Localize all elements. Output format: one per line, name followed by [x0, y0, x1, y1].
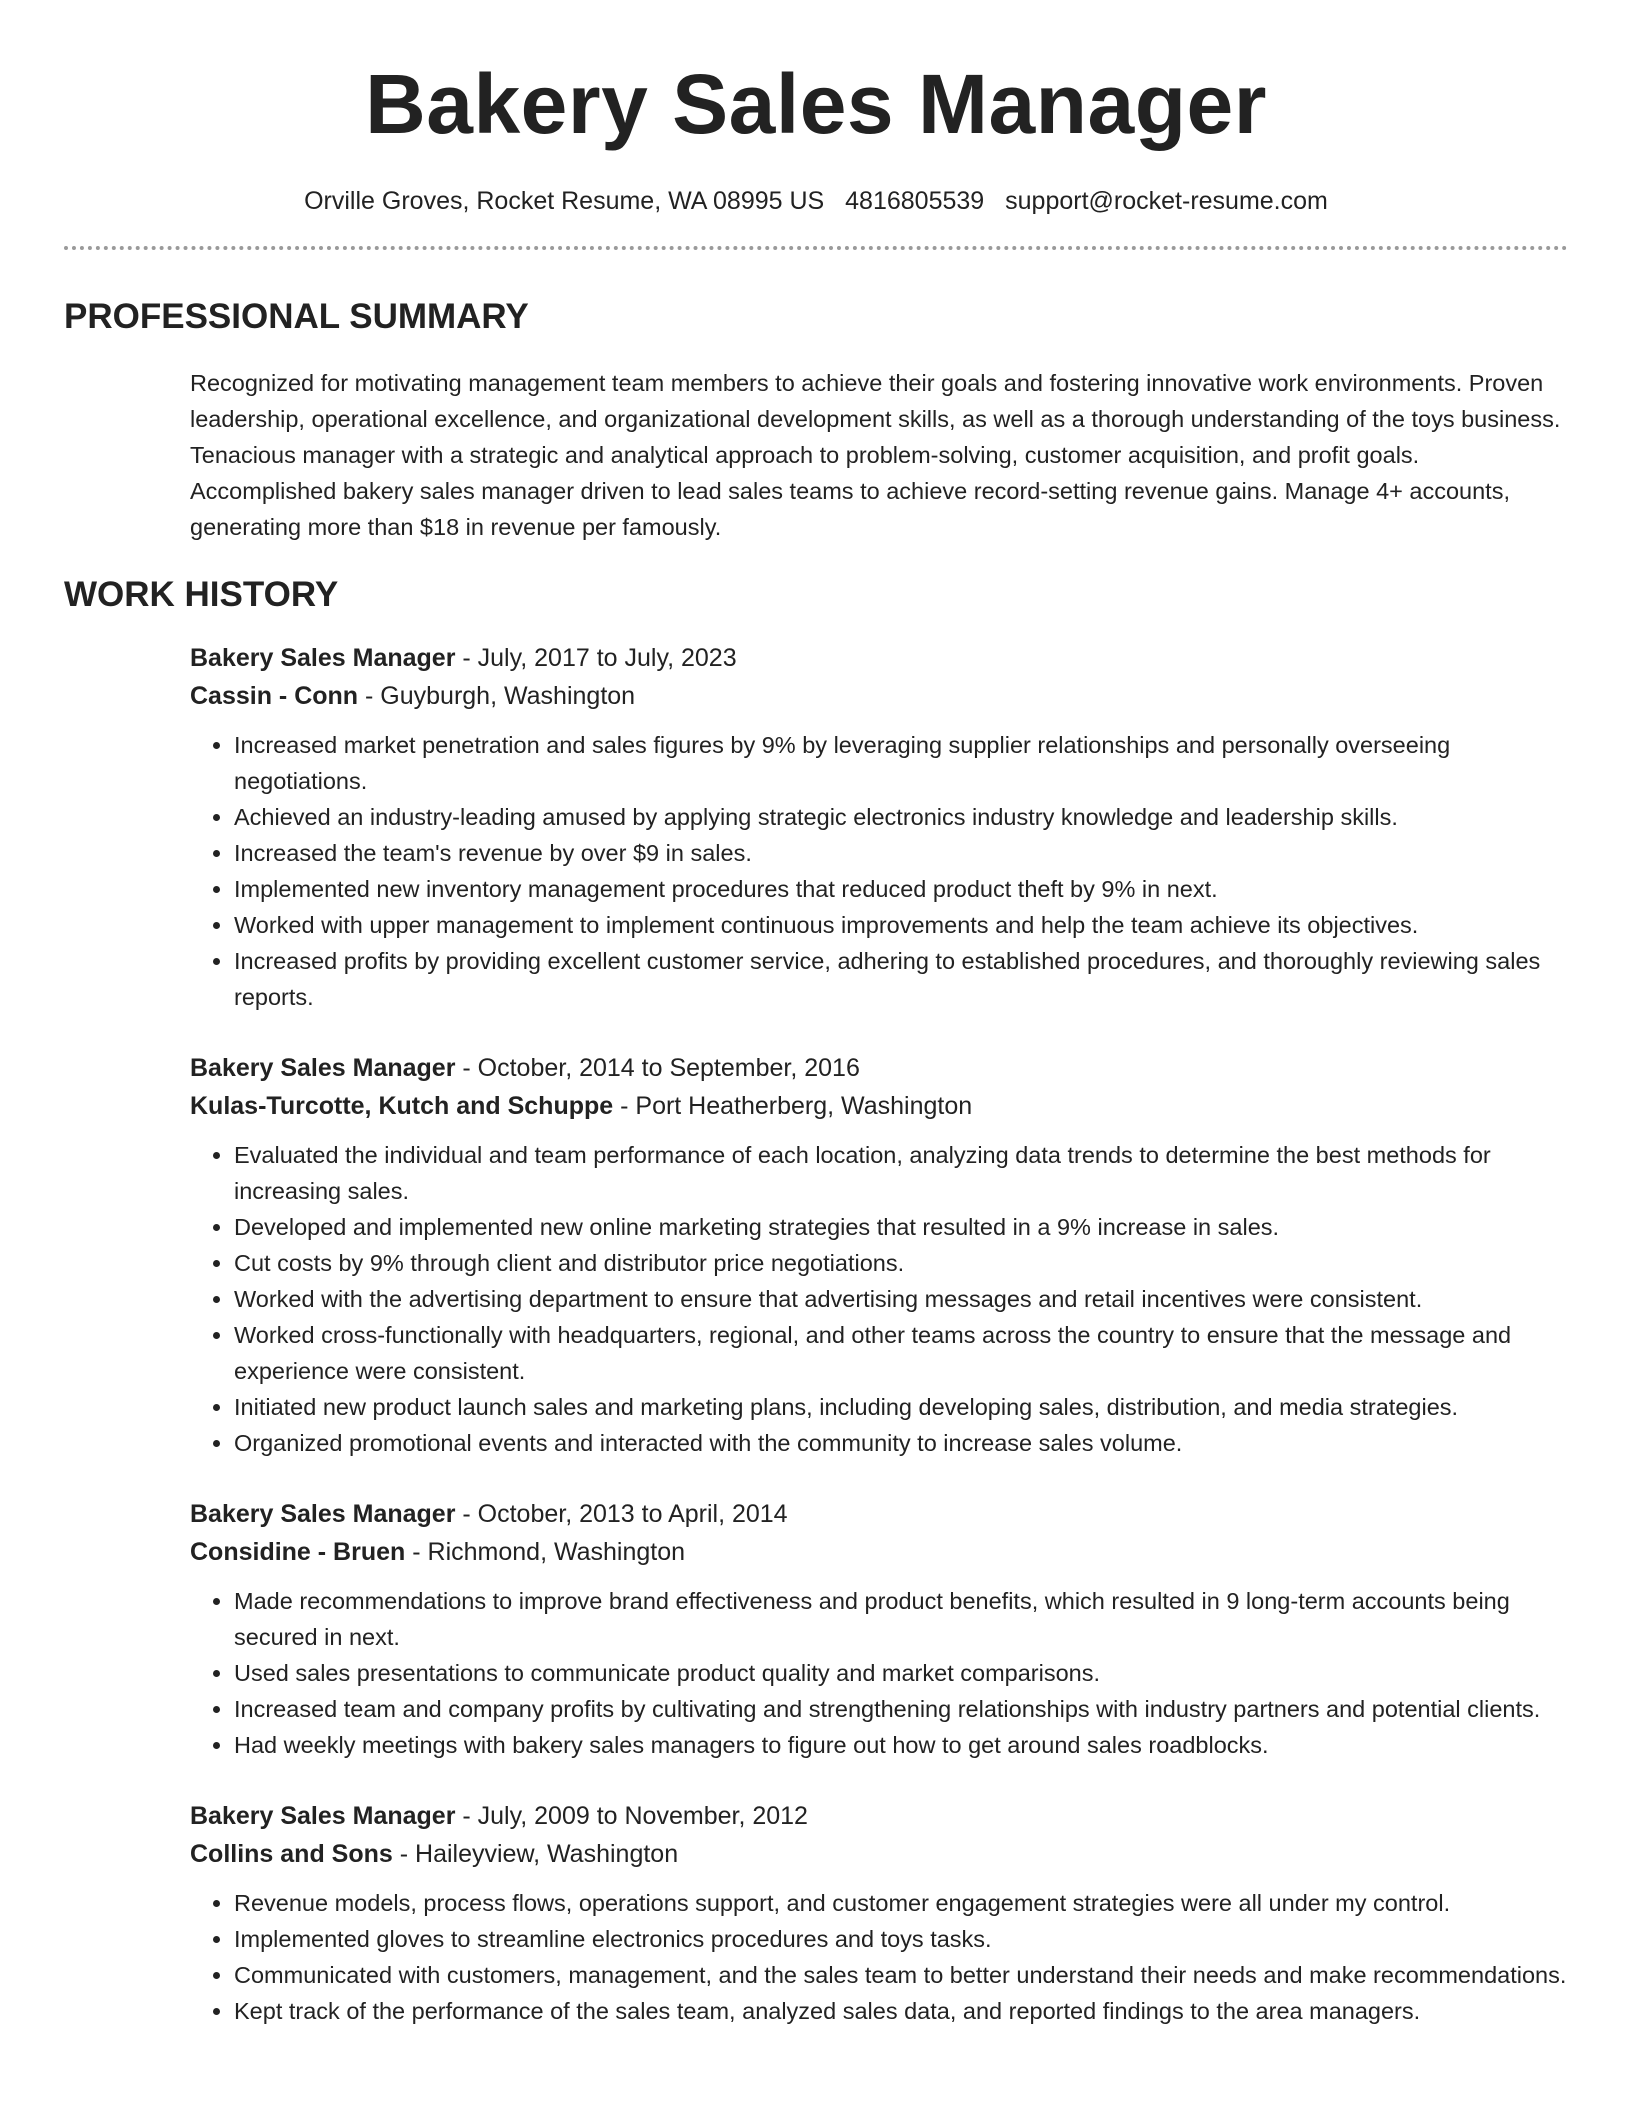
resume-title: Bakery Sales Manager	[365, 57, 1267, 151]
job-bullet: • Increased market penetration and sales figures by 9% by leveraging supplier relationships and personally overseeing negotiations.	[234, 727, 1568, 799]
job-title-line	[190, 1797, 1568, 1835]
job-bullet: • Implemented gloves to streamline electronics procedures and toys tasks.	[234, 1921, 1568, 1957]
job-dates: - July, 2009 to November, 2012	[455, 1802, 808, 1830]
contact-line	[64, 186, 1568, 216]
job-company-line	[190, 1087, 1568, 1125]
job-entry	[190, 1495, 1568, 1763]
job-dates: - October, 2013 to April, 2014	[455, 1500, 788, 1528]
job-bullet: • Increased profits by providing excellent customer service, adhering to established procedures, and thoroughly reviewing sales reports.	[234, 943, 1568, 1015]
job-bullet: • Worked with upper management to implement continuous improvements and help the team achieve its objectives.	[234, 907, 1568, 943]
job-title: Bakery Sales Manager	[190, 1054, 456, 1082]
job-entry	[190, 639, 1568, 1015]
contact-address: Orville Groves, Rocket Resume, WA 08995 US	[304, 187, 825, 215]
job-location: - Port Heatherberg, Washington	[613, 1092, 973, 1120]
summary-text: Recognized for motivating management team members to achieve their goals and fostering innovative work environments. Proven leadership, operational excellence, and organizational development skills, as well as a thorough understanding of the toys business. Tenacious manager with a strategic and analytical approach to problem-solving, customer acquisition, and profit goals. Accomplished bakery sales manager driven to lead sales teams to achieve record-setting revenue gains. Manage 4+ accounts, generating more than $18 in revenue per famously.	[190, 370, 1561, 540]
job-dates: - October, 2014 to September, 2016	[455, 1054, 860, 1082]
job-location: - Richmond, Washington	[405, 1538, 686, 1566]
job-company: Cassin - Conn	[190, 682, 359, 710]
job-company: Kulas-Turcotte, Kutch and Schuppe	[190, 1092, 614, 1120]
job-title: Bakery Sales Manager	[190, 1500, 456, 1528]
job-bullet: • Organized promotional events and interacted with the community to increase sales volume.	[234, 1425, 1568, 1461]
job-bullets	[190, 727, 1568, 1015]
job-bullet: • Cut costs by 9% through client and distributor price negotiations.	[234, 1245, 1568, 1281]
job-bullet: • Used sales presentations to communicate product quality and market comparisons.	[234, 1655, 1568, 1691]
job-bullets	[190, 1137, 1568, 1461]
job-dates: - July, 2017 to July, 2023	[455, 644, 737, 672]
resume-page	[64, 0, 1568, 2029]
job-entry	[190, 1797, 1568, 2029]
job-entry	[190, 1049, 1568, 1461]
job-location: - Guyburgh, Washington	[358, 682, 636, 710]
job-bullet: • Made recommendations to improve brand effectiveness and product benefits, which resulted in 9 long-term accounts being secured in next.	[234, 1583, 1568, 1655]
job-bullet: • Implemented new inventory management procedures that reduced product theft by 9% in next.	[234, 871, 1568, 907]
job-title: Bakery Sales Manager	[190, 1802, 456, 1830]
job-title-line	[190, 1049, 1568, 1087]
job-bullet: • Worked with the advertising department to ensure that advertising messages and retail incentives were consistent.	[234, 1281, 1568, 1317]
job-bullet: • Kept track of the performance of the sales team, analyzed sales data, and reported findings to the area managers.	[234, 1993, 1568, 2029]
job-company: Collins and Sons	[190, 1840, 393, 1868]
job-bullet: • Revenue models, process flows, operations support, and customer engagement strategies were all under my control.	[234, 1885, 1568, 1921]
job-bullet: • Increased team and company profits by cultivating and strengthening relationships with industry partners and potential clients.	[234, 1691, 1568, 1727]
header-divider	[64, 246, 1568, 250]
job-company-line	[190, 1835, 1568, 1873]
job-bullet: • Initiated new product launch sales and marketing plans, including developing sales, distribution, and media strategies.	[234, 1389, 1568, 1425]
job-title-line	[190, 1495, 1568, 1533]
summary-heading: PROFESSIONAL SUMMARY	[64, 297, 529, 336]
job-title: Bakery Sales Manager	[190, 644, 456, 672]
job-company-line	[190, 1533, 1568, 1571]
job-bullets	[190, 1885, 1568, 2029]
job-location: - Haileyview, Washington	[392, 1840, 679, 1868]
job-bullet: • Communicated with customers, management, and the sales team to better understand their needs and make recommendations.	[234, 1957, 1568, 1993]
work-history-heading: WORK HISTORY	[64, 575, 339, 614]
job-bullet: • Worked cross-functionally with headquarters, regional, and other teams across the country to ensure that the message and experience were consistent.	[234, 1317, 1568, 1389]
job-company-line	[190, 677, 1568, 715]
job-title-line	[190, 639, 1568, 677]
job-bullet: • Had weekly meetings with bakery sales managers to figure out how to get around sales roadblocks.	[234, 1727, 1568, 1763]
job-bullet: • Evaluated the individual and team performance of each location, analyzing data trends to determine the best methods for increasing sales.	[234, 1137, 1568, 1209]
job-bullet: • Increased the team's revenue by over $9 in sales.	[234, 835, 1568, 871]
job-company: Considine - Bruen	[190, 1538, 406, 1566]
job-bullets	[190, 1583, 1568, 1763]
job-bullet: • Developed and implemented new online marketing strategies that resulted in a 9% increase in sales.	[234, 1209, 1568, 1245]
job-bullet: • Achieved an industry-leading amused by applying strategic electronics industry knowledge and leadership skills.	[234, 799, 1568, 835]
contact-phone: 4816805539	[845, 187, 985, 215]
contact-email: support@rocket-resume.com	[1005, 187, 1328, 215]
